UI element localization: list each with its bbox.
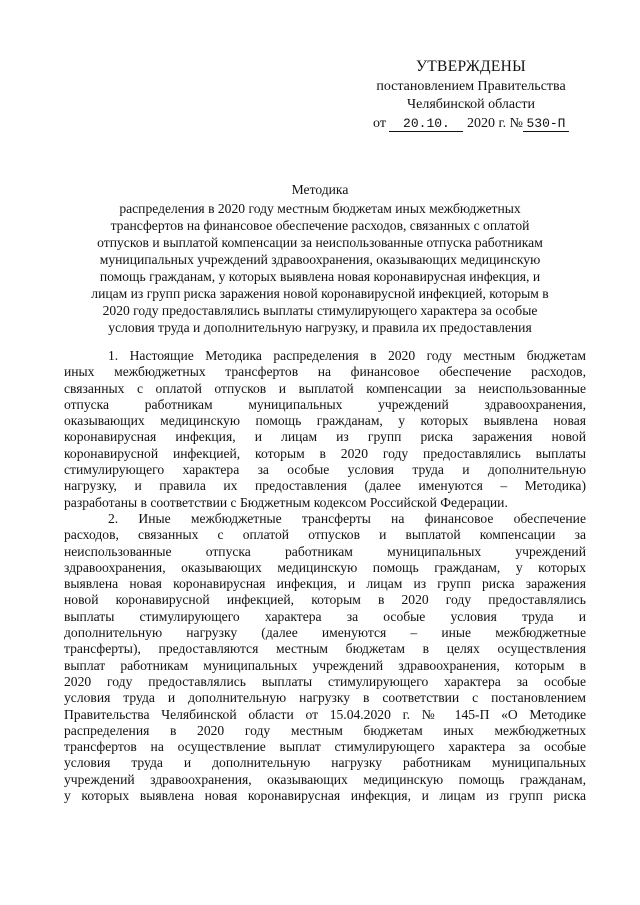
title-heading: Методика	[291, 182, 349, 197]
text-line: новой коронавирусной инфекцией, которым в 2020 году предоставлялись	[64, 592, 586, 608]
title-line: лицам из групп риска заражения новой коронавирусной инфекцией, которым в	[91, 286, 549, 301]
title-line: отпусков и выплатой компенсации за неиспользованные отпуска работникам	[97, 235, 543, 250]
document-title	[64, 181, 576, 336]
text-line: условия труда и дополнительную нагрузку в соответствии с постановлением	[64, 690, 586, 706]
text-line: иных межбюджетных трансфертов на финансовое обеспечение расходов,	[64, 364, 586, 380]
text-line: оказывающих медицинскую помощь гражданам, у которых выявлена новая	[64, 413, 586, 429]
approval-authority: постановлением Правительства	[376, 79, 566, 94]
text-line: коронавирусная инфекция, и лицам из групп риска заражения новой	[64, 429, 586, 445]
text-line: расходов, связанных с оплатой отпусков и выплатой компенсации за	[64, 527, 586, 543]
text-line: разработаны в соответствии с Бюджетным кодексом Российской Федерации.	[64, 494, 508, 510]
approval-date: 20.10.	[389, 117, 463, 132]
approval-heading: УТВЕРЖДЕНЫ	[416, 58, 526, 75]
text-line: дополнительную нагрузку (далее именуются – иные межбюджетные	[64, 625, 586, 641]
text-line: отпуска работникам муниципальных учреждений здравоохранения,	[64, 396, 586, 412]
title-line: 2020 году предоставлялись выплаты стимулирующего характера за особые	[102, 303, 538, 318]
text-line: выявлена новая коронавирусная инфекция, и лицам из групп риска заражения	[64, 576, 586, 592]
text-line: нагрузку, и правила их предоставления (далее именуются – Методика)	[64, 478, 586, 494]
title-line: распределения в 2020 году местным бюджетам иных межбюджетных	[119, 201, 521, 216]
title-line: трансфертов на финансовое обеспечение расходов, связанных с оплатой	[110, 218, 530, 233]
title-line: помощь гражданам, у которых выявлена новая коронавирусная инфекция, и	[99, 269, 541, 284]
title-line: муниципальных учреждений здравоохранения, оказывающих медицинскую	[99, 252, 541, 267]
text-line: 2020 году предоставлялись выплаты стимулирующего характера за особые	[64, 673, 586, 689]
text-line: связанных с оплатой отпусков и выплатой компенсации за неиспользованные	[64, 380, 586, 396]
text-line: стимулирующего характера за особые условия труда и дополнительную	[64, 462, 586, 478]
paragraph-1	[64, 348, 586, 511]
text-line: Правительства Челябинской области от 15.04.2020 г. № 145-П «О Методике	[64, 706, 586, 722]
text-line: условия труда и дополнительную нагрузку работникам муниципальных	[64, 755, 586, 771]
document-body	[64, 348, 586, 804]
text-line: трансфертов на осуществление выплат стимулирующего характера за особые	[64, 739, 586, 755]
approval-stamp	[346, 58, 596, 133]
text-line: 1. Настоящие Методика распределения в 2020 году местным бюджетам	[108, 348, 586, 363]
paragraph-2	[64, 511, 586, 804]
text-line: здравоохранения, оказывающих медицинскую помощь гражданам, у которых	[64, 559, 586, 575]
date-prefix: от	[373, 116, 386, 131]
date-year: 2020 г. №	[466, 116, 523, 131]
text-line: выплаты стимулирующего характера за особые условия труда и	[64, 608, 586, 624]
text-line: распределения в 2020 году местным бюджетам иных межбюджетных	[64, 722, 586, 738]
title-line: условия труда и дополнительную нагрузку, и правила их предоставления	[108, 320, 532, 335]
text-line: трансферты), предоставляются местным бюджетам в целях осуществления	[64, 641, 586, 657]
text-line: неиспользованные отпуска работникам муниципальных учреждений	[64, 543, 586, 559]
text-line: учреждений здравоохранения, оказывающих медицинскую помощь гражданам,	[64, 771, 586, 787]
text-line: выплат работникам муниципальных учреждений здравоохранения, которым в	[64, 657, 586, 673]
text-line: 2. Иные межбюджетные трансферты на финансовое обеспечение	[108, 510, 586, 526]
text-line: коронавирусной инфекцией, которым в 2020 году предоставлялись выплаты	[64, 445, 586, 461]
approval-date-line	[346, 115, 596, 133]
title-lines	[64, 200, 576, 336]
approval-number: 530-П	[523, 117, 569, 132]
approval-region: Челябинской области	[407, 97, 535, 112]
text-line: у которых выявлена новая коронавирусная инфекция, и лицам из групп риска	[64, 788, 586, 804]
